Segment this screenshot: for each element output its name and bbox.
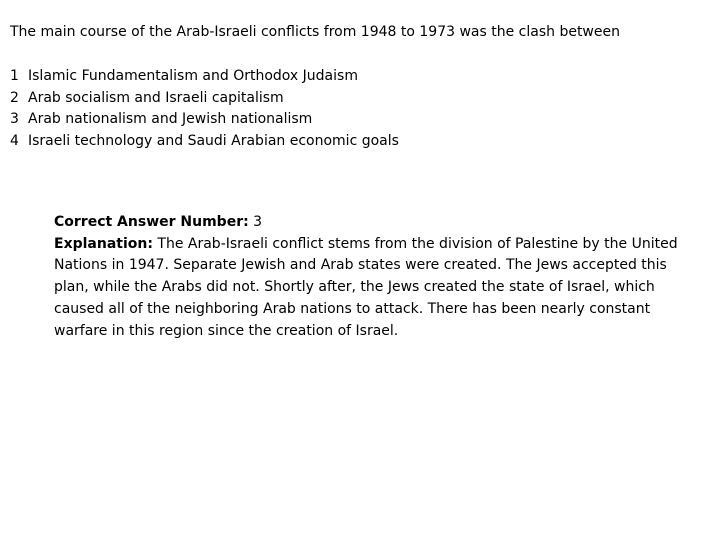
- answer-option-2: [10, 88, 710, 110]
- option-number: 3: [10, 111, 19, 127]
- explanation-label: Explanation:: [54, 235, 153, 252]
- explanation-paragraph: [54, 234, 699, 343]
- option-number: 2: [10, 89, 19, 106]
- option-number: 1: [10, 68, 19, 84]
- explanation-text: The Arab-Israeli conflict stems from the division of Palestine by the United Nations in 1947. Separate Jewish and Arab states were created. The Jews accepted this plan, while the Arabs did not. Shortly after, the Jews created the state of Israel, which caused all of the neighboring Arab nations to attack. There has been nearly constant warfare in this region since the creation of Israel.: [54, 235, 678, 339]
- answer-option-3: [10, 109, 710, 131]
- answer-option-1: [10, 66, 710, 88]
- correct-answer-value: 3: [253, 214, 263, 230]
- option-text: Israeli technology and Saudi Arabian economic goals: [28, 132, 399, 149]
- answer-option-4: [10, 131, 710, 153]
- correct-answer-label: Correct Answer Number:: [54, 214, 249, 230]
- correct-answer-line: [54, 212, 699, 234]
- answer-explanation-block: [54, 212, 699, 342]
- answer-options-list: [10, 66, 710, 152]
- question-text: The main course of the Arab-Israeli conflicts from 1948 to 1973 was the clash between: [10, 24, 620, 40]
- option-text: Arab nationalism and Jewish nationalism: [28, 111, 313, 127]
- option-text: Arab socialism and Israeli capitalism: [28, 89, 284, 106]
- option-text: Islamic Fundamentalism and Orthodox Judaism: [28, 68, 358, 84]
- option-number: 4: [10, 132, 19, 149]
